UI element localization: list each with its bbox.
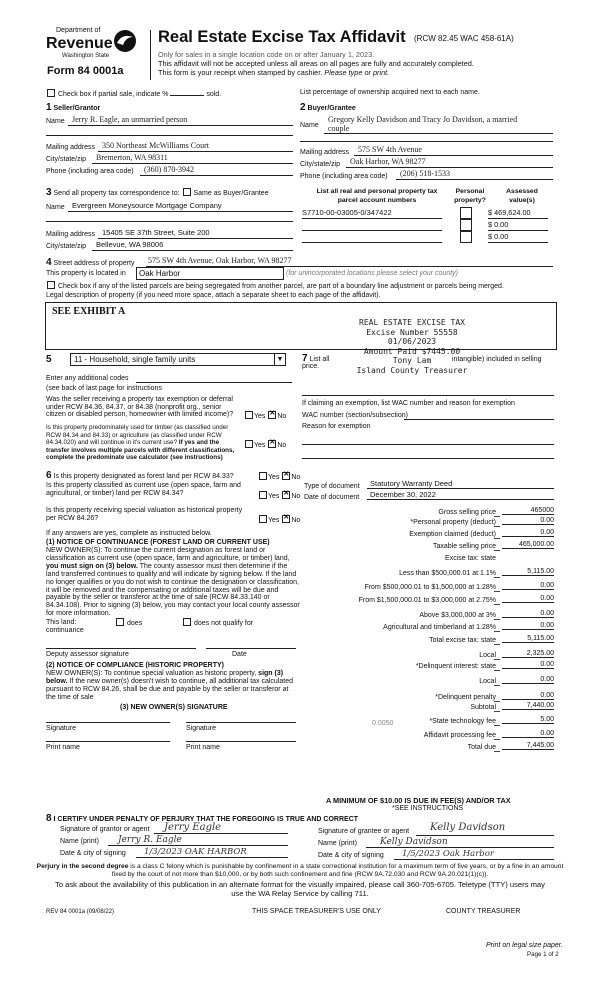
grantee-sig-label: Signature of grantee or agent [318,828,410,835]
calc-row-leader [494,644,500,645]
calc-row-leader [494,725,500,726]
assessed-value[interactable]: $ 0.00 [488,220,509,229]
calc-row-value[interactable]: 5,115.00 [502,568,554,576]
personal-hb: property? [454,197,486,204]
yes-label: Yes [254,413,266,420]
buyer-phone[interactable]: (206) 518-1533 [400,169,450,178]
calc-row-leader [494,711,500,712]
deputy-label: Deputy assessor signature [46,651,129,658]
historic-yes-checkbox[interactable] [259,515,267,523]
parcel-h1b: parcel account numbers [337,197,417,204]
calc-row-leader [494,604,500,605]
timber-yes-checkbox[interactable] [245,440,253,448]
cont-body-b: you must sign on (3) below. [46,562,138,570]
historic-question: Is this property receiving special valuation as historical property per RCW 84.26? [46,507,243,522]
calc-row-value[interactable]: 5.00 [502,716,554,724]
calc-row-label: *Personal property (deduct) [410,519,496,526]
assessed-value[interactable]: $ 0.00 [488,232,509,241]
correspondence-heading [46,187,269,198]
calc-row-label: Taxable selling price [432,543,496,550]
calc-row-leader [494,591,500,592]
codes-label: Enter any additional codes [46,375,129,382]
doc-type-label: Type of document [304,483,360,490]
new-owner-sig-title: (3) NEW OWNER(S) SIGNATURE [120,704,228,711]
calc-row-leader [494,550,500,551]
timber-no-checkbox[interactable] [268,440,276,448]
forest-answer [258,472,300,481]
page-number: Page 1 of 2 [527,951,559,958]
personal-header [448,187,492,205]
seller-num: 1 [46,102,52,113]
street-label: Street address of property [53,260,135,267]
perjury-notice [34,863,566,879]
stamp-line-2: Excise Number 55558 [366,327,458,337]
calc-row-value[interactable]: 465000 [502,507,554,515]
print-name-label-1: Print name [46,744,80,751]
cont-body-c: The county assessor must then determine if the land transferred continues to qualify and will indicate by signing below. If the land no longer qualifies or you do not wish to continue the designation or classification, it will be removed and the compensating or additional taxes will be due and payable by the seller or transferor at the time of sale (RCW 84.33.140 or 84.34.108). Prior to signing (3) below, you may contact your local county assessor for more information. [46,562,300,618]
stamp-line-5: Tony Lam [392,356,432,365]
seller-phone[interactable]: (360) 870-3942 [144,165,194,174]
subtitle-2: This affidavit will not be accepted unless all areas on all pages are fully and accurately completed. [158,59,474,68]
parcel-row [302,220,554,232]
street-num: 4 [46,257,52,268]
segregated-checkbox[interactable] [47,281,55,289]
assessed-value[interactable]: $ 469,624.00 [488,208,531,217]
calc-row-value[interactable]: 465,000.00 [502,541,554,549]
parcel-row [302,208,554,220]
grantee-name-label: Name (print) [318,840,357,847]
corr-text: Send all property tax correspondence to: [53,190,180,197]
does-label: does [126,620,143,627]
personal-property-checkbox[interactable] [460,231,472,243]
timber-question [46,424,242,462]
corr-address[interactable]: 15405 SE 37th Street, Suite 200 [102,228,210,237]
calc-row-leader [494,751,500,752]
calc-row-leader [494,670,500,671]
calc-row-value[interactable]: 0.00 [502,730,554,738]
does-checkbox[interactable] [116,618,124,626]
calc-row-leader [494,538,500,539]
codes-note: (see back of last page for instructions [46,385,162,392]
personal-h: Personal [455,188,485,195]
legal-description[interactable]: SEE EXHIBIT A [52,306,126,317]
dept-state: Washington State [62,53,110,59]
compliance-body [46,670,300,702]
corr-name[interactable]: Evergreen Moneysource Mortgage Company [72,201,222,210]
grantee-signature[interactable]: Kelly Davidson [430,822,506,833]
open-question: Is this property classified as current use (open space, farm and agricultural, or timber) land per RCW 84.34? [46,482,241,497]
revision-number: REV 84 0001a (09/08/22) [46,909,115,915]
land-use-select[interactable] [70,353,286,366]
local-rate: 0.0050 [372,720,394,727]
calc-row-value[interactable]: 7,440.00 [502,702,554,710]
calc-row-label: Local [479,652,496,659]
no-label: No [277,413,287,420]
calc-row-leader [494,516,500,517]
yes-label: Yes [254,442,266,449]
open-yes-checkbox[interactable] [259,491,267,499]
seller-name-label: Name [46,118,65,125]
see-instructions: *SEE INSTRUCTIONS [392,805,464,812]
seller-address[interactable]: 350 Northeast McWilliams Court [102,141,209,150]
seller-city[interactable]: Bremerton, WA 98311 [96,153,168,162]
grantee-date-label: Date & city of signing [318,852,384,859]
assessed-hb: value(s) [509,197,535,204]
land-use-value: 11 - Household, single family units [74,355,196,364]
seller-name[interactable]: Jerry R. Eagle, an unmarried person [72,115,188,124]
header-divider [150,30,151,80]
calc-row-leader [494,631,500,632]
grantor-printed-name[interactable]: Jerry R. Eagle [118,835,182,845]
grantor-date-city[interactable]: 1/3/2023 OAK HARBOR [144,847,247,857]
open-no-checkbox[interactable] [282,491,290,499]
timber-answer [244,440,286,449]
does-not-option [182,618,253,627]
section7-text1: List all [309,356,330,363]
partial-sale-row [46,89,221,98]
calc-row-label: Above $3,000,000 at 3% [419,612,496,619]
calc-row-value[interactable]: 0.00 [502,661,554,669]
does-option [115,618,142,627]
deferral-no-checkbox[interactable] [268,411,276,419]
street-row [46,257,134,268]
grantee-printed-name[interactable]: Kelly Davidson [380,837,448,847]
calc-row-value[interactable]: 0.00 [502,676,554,684]
continuance-title: (1) NOTICE OF CONTINUANCE (FOREST LAND OR CURRENT USE) [46,539,270,546]
partial-sale-label: Check box if partial sale, indicate % [57,91,169,98]
buyer-address[interactable]: 575 SW 4th Avenue [358,145,422,154]
section5-num: 5 [46,354,52,365]
calc-row-value[interactable]: 0.00 [502,517,554,525]
continuance-label: continuance [46,627,84,634]
corr-name-label: Name [46,204,65,211]
subtitle-3-italic: Please type or print. [324,68,390,77]
ownership-note: List percentage of ownership acquired next to each name. [300,89,480,96]
calc-row-label: Agricultural and timberland at 1.28% [383,624,496,631]
does-not-label: does not qualify for [193,620,254,627]
print-name-label-2: Print name [186,744,220,751]
corr-num: 3 [46,187,52,198]
seller-label: Seller/Grantor [53,105,101,112]
deputy-date-label: Date [232,651,247,658]
calc-row-label: *Delinquent penalty [435,694,496,701]
buyer-city[interactable]: Oak Harbor, WA 98277 [350,157,426,166]
calc-row-label: *Delinquent interest: state [415,663,496,670]
no-label: No [277,442,287,449]
corr-same: Same as Buyer/Grantee [193,190,269,197]
stamp-line-3: 01/06/2023 [387,337,437,346]
buyer-name-label: Name [300,122,319,129]
parcel-number[interactable]: S7710-00-03005-0/347422 [302,208,392,217]
partial-sold-label: sold. [206,91,222,98]
buyer-phone-label: Phone (including area code) [300,173,388,180]
uninc-note: (for unincorporated locations please select your county) [286,270,458,277]
calc-row-value[interactable]: 5,115.00 [502,635,554,643]
calc-row-label: Affidavit processing fee [423,732,496,739]
yes-label: Yes [268,517,280,524]
parcel-row [302,232,554,244]
comp-body-a: NEW OWNER(S): To continue special valuation as historic property, [46,670,257,677]
treasurer-space: THIS SPACE TREASURER'S USE ONLY [252,908,381,915]
calc-row-label: Excise tax: state [445,555,496,562]
corr-city[interactable]: Bellevue, WA 98006 [96,240,164,249]
signature-label-2: Signature [186,725,216,732]
historic-answer [258,515,300,524]
grantor-signature[interactable]: Jerry Eagle [164,822,222,833]
compliance-title: (2) NOTICE OF COMPLIANCE (HISTORIC PROPERTY) [46,662,224,669]
calc-row-leader [494,577,500,578]
deferral-question: Was the seller receiving a property tax exemption or deferral under RCW 84.36, 84.37, or 84.38 (nonprofit org., senior citizen or disabled person, homeowner with limited income)? [46,396,234,418]
form-rcw: (RCW 82.45 WAC 458-61A) [414,34,514,43]
forest-no-checkbox[interactable] [282,472,290,480]
county-treasurer: COUNTY TREASURER [446,908,521,915]
grantee-date-city[interactable]: 1/5/2023 Oak Harbor [402,849,494,859]
buyer-label: Buyer/Grantee [307,105,356,112]
yes-label: Yes [268,474,280,481]
stamp-line-1: REAL ESTATE EXCISE TAX [359,318,465,327]
calc-row-value[interactable]: 0.00 [502,622,554,630]
reason-label: Reason for exemption [302,423,371,430]
buyer-heading [300,102,356,113]
subtitle-3-text: This form is your receipt when stamped by cashier. [158,68,323,77]
segregated-label: Check box if any of the listed parcels are being segregated from another parcel, are part of a boundary line adjustment or parcels being merged. [57,283,504,290]
street-address[interactable]: 575 SW 4th Avenue, Oak Harbor, WA 98277 [148,256,292,265]
grantor-name-label: Name (print) [60,838,99,845]
perjury-bold: Perjury in the second degree [36,863,129,870]
buyer-city-label: City/state/zip [300,161,341,168]
signature-label-1: Signature [46,725,76,732]
seller-addr-label: Mailing address [46,144,96,151]
section7-text3: intangible) included in selling [452,356,542,363]
stamp-line-6: Island County Treasurer [356,365,468,375]
buyer-name-cont[interactable]: couple [328,124,350,133]
minimum-due: A MINIMUM OF $10.00 IS DUE IN FEE(S) AND/OR TAX [326,796,511,805]
section6-num: 6 [46,470,52,481]
section8-num: 8 [46,813,52,824]
calc-row-label: Exemption claimed (deduct) [409,531,496,538]
dept-name: Revenue [46,35,113,52]
continuance-body [46,547,300,618]
forest-question [46,470,234,481]
same-as-buyer-checkbox[interactable] [183,188,191,196]
certify-title: I CERTIFY UNDER PENALTY OF PERJURY THAT THE FOREGOING IS TRUE AND CORRECT [53,816,359,823]
alternate-format-notice: To ask about the availability of this publication in an alternate format for the visually impaired, please call 360-705-6705. Teletype (TTY) users may use the WA Relay Service by calling 711. [55,880,545,898]
calc-row-label: Total excise tax: state [429,637,496,644]
calc-row-value[interactable]: 0.00 [502,692,554,700]
corr-city-label: City/state/zip [46,243,87,250]
parcel-h1: List all real and personal property tax [316,188,438,195]
calc-row-value[interactable]: 0.00 [502,529,554,537]
personal-property-checkbox[interactable] [460,207,472,219]
revenue-swirl-icon [112,29,138,53]
calc-row-label: Local [479,678,496,685]
historic-no-checkbox[interactable] [282,515,290,523]
cont-body-a: NEW OWNER(S): To continue the current designation as forest land or classification as current use (open space, farm and agriculture, or timber) land, [46,547,290,562]
form-title: Real Estate Excise Tax Affidavit [158,28,406,46]
calc-row-label: Gross selling price [438,509,496,516]
located-label: This property is located in [46,270,126,277]
calc-row-label: From $1,500,000.01 to $3,000,000 at 2.75% [358,597,496,604]
calc-row-value[interactable]: 2,325.00 [502,650,554,658]
no-label: No [291,517,301,524]
section7-num: 7 [302,353,308,364]
form-number: Form 84 0001a [47,65,124,77]
doc-date[interactable]: December 30, 2022 [370,490,436,499]
corr-addr-label: Mailing address [46,231,96,238]
comp-body-b: sign (3) below. [46,670,284,685]
no-label: No [291,493,301,500]
dept-line: Department of [56,27,101,34]
assessed-header [494,187,550,205]
legal-label: Legal description of property (if you need more space, attach a separate sheet to each page of the affidavit). [46,292,381,299]
forest-yes-checkbox[interactable] [259,472,267,480]
subtitle-1: Only for sales in a single location code on or after January 1, 2023. [158,50,375,59]
doc-type[interactable]: Statutory Warranty Deed [370,479,453,488]
segregated-row [46,281,504,290]
open-answer [258,491,300,500]
deferral-yes-checkbox[interactable] [245,411,253,419]
calc-row-label: From $500,000.01 to $1,500,000 at 1.28% [364,584,496,591]
calc-row-value[interactable]: 0.00 [502,610,554,618]
calc-row-label: Subtotal [470,704,496,711]
doc-date-label: Date of document [304,494,360,501]
calc-row-value[interactable]: 0.00 [502,595,554,603]
personal-property-checkbox[interactable] [460,219,472,231]
timber-text: Is this property predominately used for timber (as classified under RCW 84.34 and 84.33) or agriculture (as classified under RCW 84.34.020) and will continue in it's current use? [46,424,229,446]
seller-phone-label: Phone (including area code) [46,168,134,175]
calc-row-value[interactable]: 0.00 [502,582,554,590]
wac-label: WAC number (section/subsection) [302,412,408,419]
seller-city-label: City/state/zip [46,156,87,163]
chevron-down-icon[interactable]: ▼ [274,354,285,365]
calc-row-leader [494,659,500,660]
comp-body-c: If the new owner(s) doesn't wish to continue, all additional tax calculated pursuant to RCW 84.26, shall be due and payable by the seller or transferor at the time of sale [46,677,294,701]
calc-row-leader [494,619,500,620]
calc-row-leader [494,701,500,702]
buyer-num: 2 [300,102,306,113]
stamp-line-4: Amount Paid $7445.00 [363,346,461,356]
partial-sale-checkbox[interactable] [47,89,55,97]
located-select[interactable]: Oak Harbor [136,267,284,280]
calc-row-leader [494,685,500,686]
calc-row-leader [494,739,500,740]
section7-text2: price. [302,363,320,370]
calc-row-label: Less than $500,000.01 at 1.1% [399,570,496,577]
grantor-sig-label: Signature of grantor or agent [60,826,150,833]
forest-text: Is this property designated as forest land per RCW 84.33? [53,473,234,480]
no-label: No [291,474,301,481]
wac-text: If claiming an exemption, list WAC number and reason for exemption [302,400,515,407]
calc-row-value[interactable]: 7,445.00 [502,742,554,750]
seller-heading [46,102,100,113]
parcel-header [302,187,452,205]
legal-paper-note: Print on legal size paper. [486,942,563,949]
calc-row-label: Total due [467,744,496,751]
subtitle-3 [158,68,389,77]
buyer-addr-label: Mailing address [300,149,350,156]
assessed-h: Assessed [506,188,538,195]
deferral-answer [244,411,286,420]
calc-row-label: *State technology fee [429,718,496,725]
section6-instructions: If any answers are yes, complete as instructed below. [46,530,212,537]
calc-row-leader [494,526,500,527]
this-land-label: This land: [46,619,77,626]
perjury-text: is a class C felony which is punishable by confinement in a state correctional institution for a maximum term of five years, or by a fine in an amount fixed by the court of not more than $10,000, or by both such confinement and fine (RCW 9A.72.030 and RCW 9A.20.021(1)(c)). [111,863,564,878]
grantor-date-label: Date & city of signing [60,850,126,857]
yes-label: Yes [268,493,280,500]
buyer-name[interactable]: Gregory Kelly Davidson and Tracy Jo Davidson, a married [328,115,518,124]
does-not-checkbox[interactable] [183,618,191,626]
timber-bold: If yes and the transfer involves multiple parcels with different classifications, complete the predominate use calculator (see instructions) [46,439,235,461]
